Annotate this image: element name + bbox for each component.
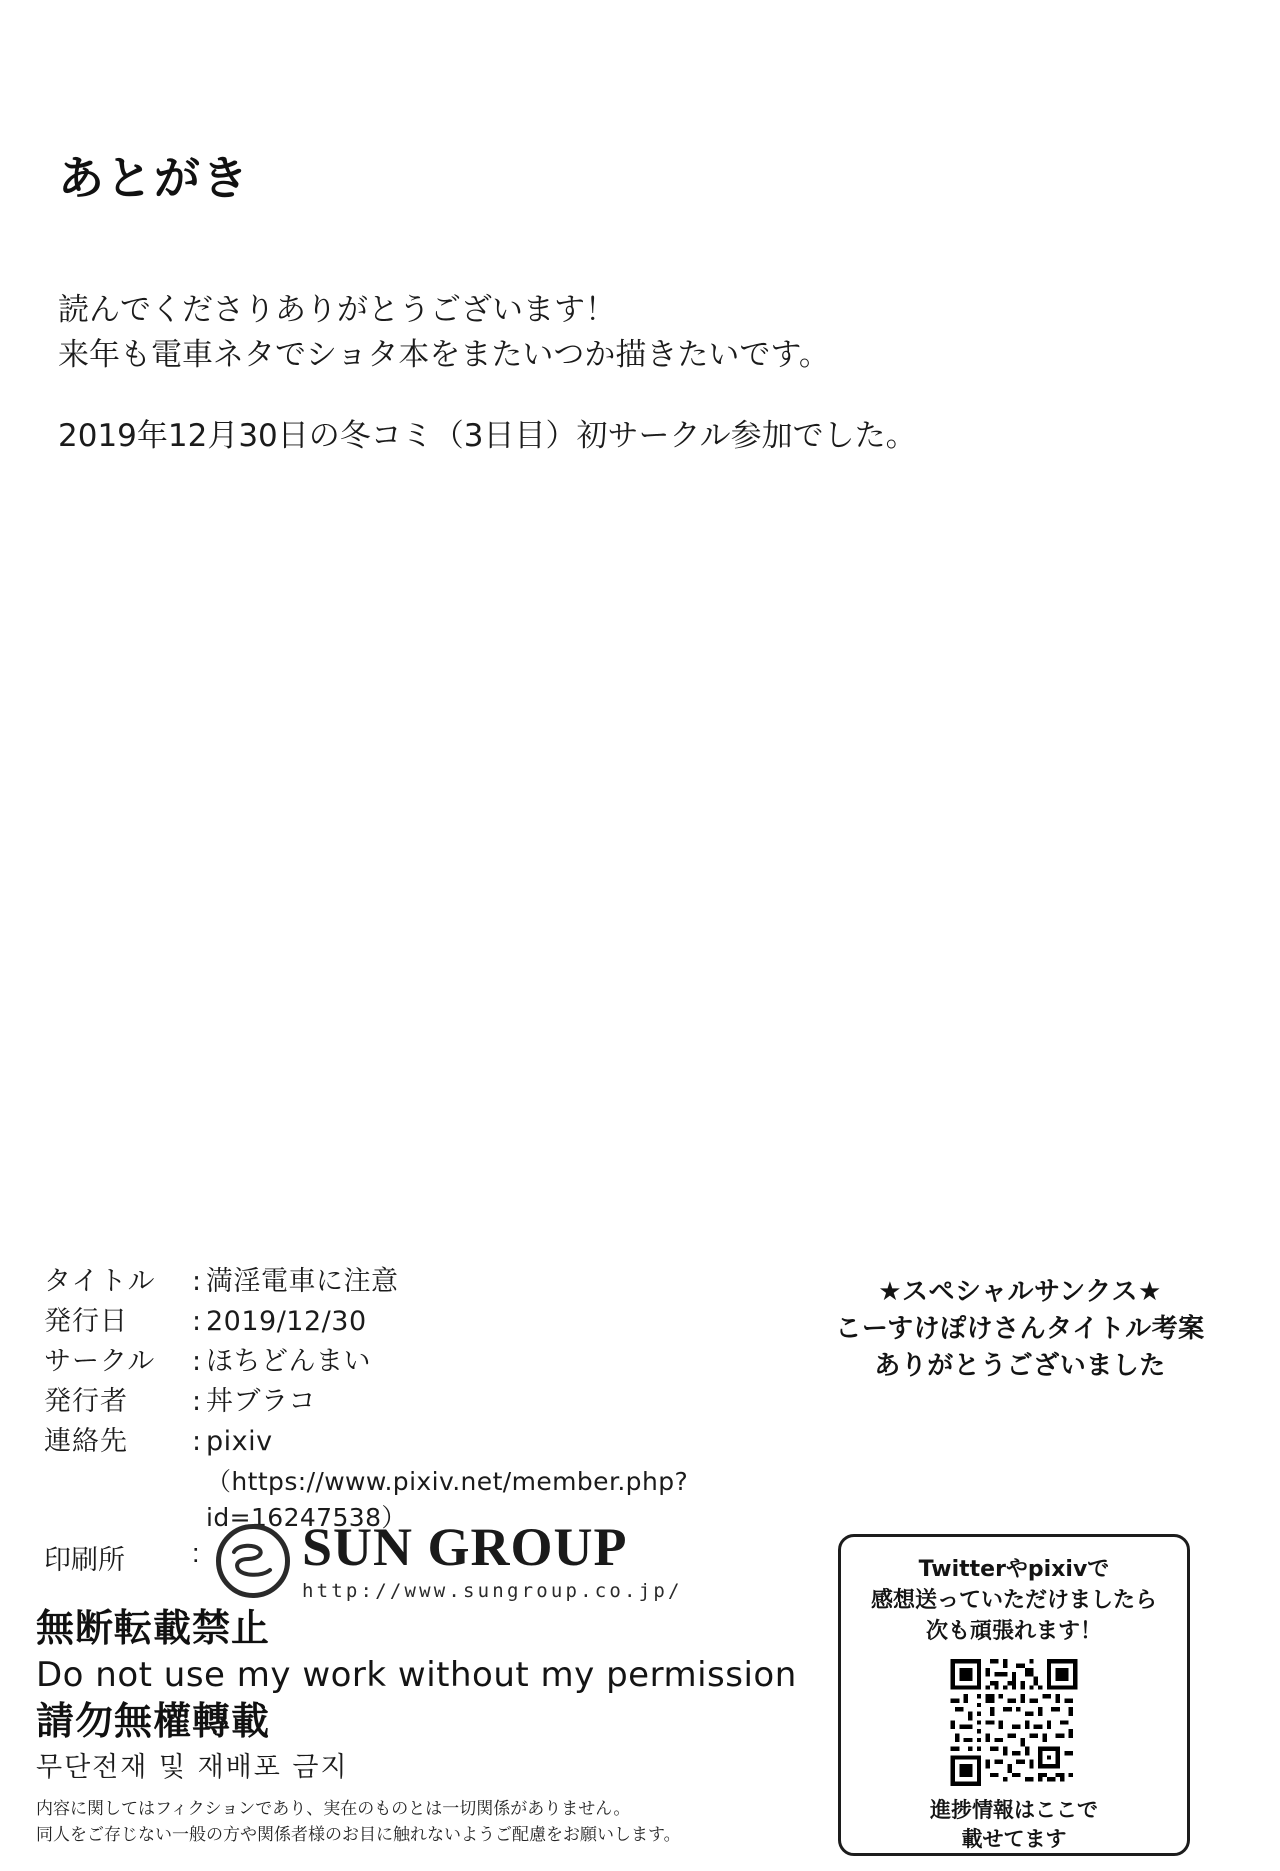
afterword-body (58, 288, 1158, 459)
qr-card-heading-line: Twitterやpixivで (918, 1557, 1110, 1582)
afterword-heading: あとがき (58, 151, 250, 205)
colophon-value: pixiv (206, 1425, 273, 1457)
colophon-value: ほちどんまい (206, 1345, 371, 1377)
qr-card-heading (871, 1555, 1157, 1647)
notice-chinese: 請勿無權轉載 (36, 1698, 271, 1743)
colophon-separator: : (192, 1345, 202, 1377)
colophon-row (44, 1262, 864, 1302)
colophon-label: サークル (44, 1345, 156, 1377)
disclaimer (36, 1796, 836, 1849)
printer-row (44, 1517, 683, 1602)
colophon-label: 発行者 (44, 1385, 128, 1417)
qr-card-heading-line: 感想送っていただけましたら (870, 1587, 1157, 1613)
colophon-value: 満淫電車に注意 (206, 1266, 399, 1297)
colophon-separator: : (192, 1385, 202, 1417)
contact-url: （https://www.pixiv.net/member.php?id=16247538） (206, 1466, 689, 1532)
notice-korean: 무단전재 및 재배포 금지 (36, 1752, 349, 1784)
qr-code-icon[interactable] (950, 1659, 1078, 1786)
printer-name: SUN GROUP (302, 1517, 628, 1577)
thanks-line: こーすけぽけさんタイトル考案 (835, 1313, 1205, 1344)
printer-separator: : (192, 1538, 200, 1568)
colophon-label: 連絡先 (44, 1425, 128, 1457)
colophon-separator: : (192, 1266, 202, 1297)
colophon-separator: : (192, 1425, 202, 1457)
colophon-label: 発行日 (44, 1305, 128, 1337)
copyright-notice (36, 1604, 856, 1787)
afterword-line: 2019年12月30日の冬コミ（3日目）初サークル参加でした。 (58, 417, 917, 454)
qr-card-footer-line: 載せてます (961, 1826, 1067, 1851)
colophon-value: 丼ブラコ (206, 1385, 316, 1417)
sun-swirl-icon (216, 1524, 290, 1598)
notice-english: Do not use my work without my permission (36, 1654, 797, 1695)
afterword-line: 読んでくださりありがとうございます！ (58, 292, 616, 328)
printer-url: http://www.sungroup.co.jp/ (302, 1580, 683, 1602)
colophon-row (44, 1342, 864, 1382)
colophon (44, 1262, 864, 1534)
sun-group-logo (216, 1517, 683, 1602)
colophon-row (44, 1382, 864, 1422)
colophon-value: 2019/12/30 (206, 1305, 367, 1337)
colophon-separator: : (192, 1305, 202, 1337)
disclaimer-line: 内容に関してはフィクションであり、実在のものとは一切関係がありません。 (36, 1799, 631, 1819)
special-thanks (800, 1274, 1240, 1385)
thanks-line: ★スペシャルサンクス★ (878, 1277, 1162, 1307)
qr-card (838, 1534, 1190, 1856)
qr-card-footer-line: 進捗情報はここで (930, 1798, 1098, 1823)
thanks-line: ありがとうございました (874, 1350, 1166, 1381)
colophon-row (44, 1302, 864, 1342)
afterword-line: 来年も電車ネタでショタ本をまたいつか描きたいです。 (58, 336, 830, 373)
colophon-label: タイトル (44, 1266, 156, 1297)
disclaimer-line: 同人をご存じない一般の方や関係者様のお目に触れないようご配慮をお願いします。 (36, 1825, 681, 1846)
printer-label: 印刷所 (44, 1545, 125, 1576)
qr-card-heading-line: 次も頑張れます！ (925, 1618, 1102, 1644)
colophon-row (44, 1422, 864, 1462)
qr-card-footer (930, 1796, 1098, 1853)
paragraph-gap (58, 378, 1158, 414)
notice-japanese: 無断転載禁止 (36, 1606, 271, 1650)
